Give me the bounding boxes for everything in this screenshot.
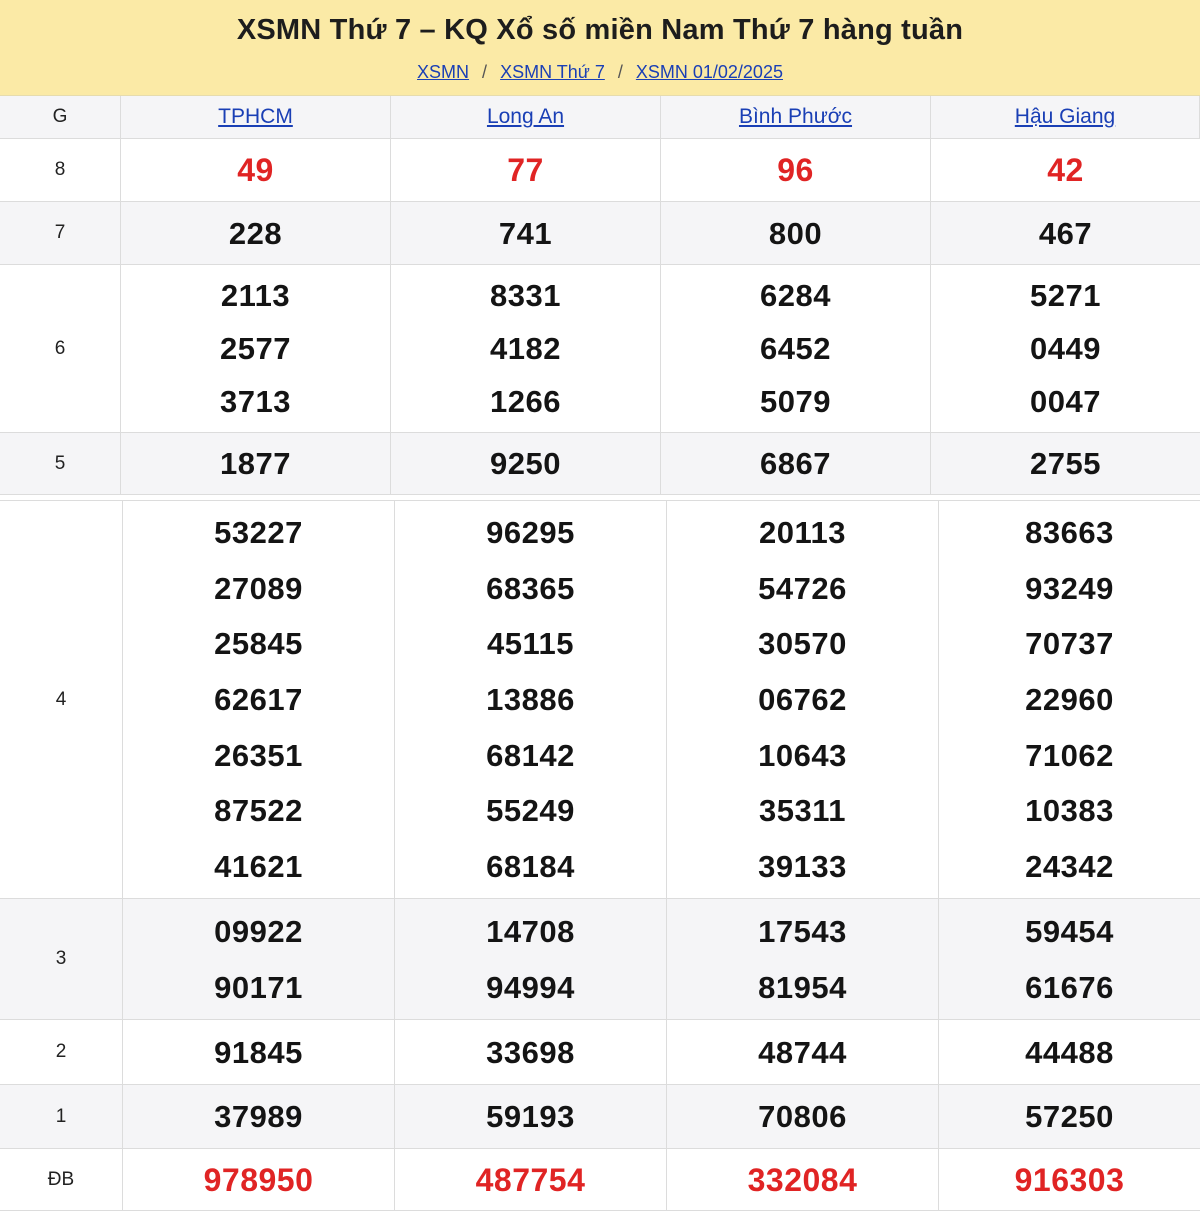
result-number: 68365 xyxy=(486,570,575,606)
result-number: 978950 xyxy=(203,1161,314,1198)
result-number: 59454 xyxy=(1025,913,1114,949)
result-number: 0449 xyxy=(1030,331,1101,366)
breadcrumb-xsmn-thu7-link[interactable]: XSMN Thứ 7 xyxy=(500,62,605,82)
result-number: 96295 xyxy=(486,514,575,550)
result-number: 24342 xyxy=(1025,849,1114,885)
table-divider xyxy=(0,495,1200,501)
result-number: 81954 xyxy=(758,969,847,1005)
result-cell xyxy=(931,202,1200,265)
result-cell xyxy=(391,139,661,202)
result-number: 2113 xyxy=(220,278,291,313)
result-number: 0047 xyxy=(1030,384,1101,419)
result-number: 8331 xyxy=(490,278,561,313)
result-cell xyxy=(123,1149,395,1211)
result-cell xyxy=(391,433,661,495)
result-number: 09922 xyxy=(214,913,303,949)
province-link[interactable]: Bình Phước xyxy=(738,105,853,128)
result-cell xyxy=(123,1085,395,1149)
result-cell xyxy=(395,501,667,899)
result-number: 87522 xyxy=(214,793,303,829)
result-number: 48744 xyxy=(758,1034,847,1070)
province-link[interactable]: Long An xyxy=(486,105,565,128)
result-cell xyxy=(121,265,391,433)
breadcrumb-separator: / xyxy=(482,62,488,82)
result-cell xyxy=(395,1149,667,1211)
result-cell xyxy=(931,265,1200,433)
column-header-province xyxy=(661,96,931,139)
prize-label: 5 xyxy=(0,433,121,495)
column-header-province xyxy=(931,96,1200,139)
result-number: 9250 xyxy=(490,446,561,481)
page-title: XSMN Thứ 7 – KQ Xổ số miền Nam Thứ 7 hàng tuần xyxy=(236,14,964,46)
result-cell xyxy=(661,139,931,202)
result-number: 4182 xyxy=(490,331,561,366)
result-number: 77 xyxy=(507,152,544,188)
result-number: 90171 xyxy=(214,969,303,1005)
prize-label: 4 xyxy=(0,501,123,899)
province-link[interactable]: TPHCM xyxy=(218,105,293,128)
result-number: 70806 xyxy=(758,1099,847,1134)
result-number: 13886 xyxy=(486,682,575,717)
result-number: 916303 xyxy=(1014,1161,1125,1198)
result-cell xyxy=(123,899,395,1020)
result-number: 487754 xyxy=(475,1161,586,1198)
result-number: 467 xyxy=(1038,215,1093,251)
result-number: 61676 xyxy=(1025,969,1114,1005)
breadcrumb-xsmn-date-link[interactable]: XSMN 01/02/2025 xyxy=(635,62,783,82)
column-header-province xyxy=(391,96,661,139)
result-number: 57250 xyxy=(1025,1099,1114,1134)
result-cell xyxy=(661,433,931,495)
result-number: 44488 xyxy=(1025,1034,1114,1070)
result-cell xyxy=(939,1020,1200,1085)
result-cell xyxy=(123,501,395,899)
breadcrumb xyxy=(0,62,1200,83)
result-number: 14708 xyxy=(486,913,575,949)
result-number: 332084 xyxy=(747,1161,858,1198)
result-cell xyxy=(931,139,1200,202)
result-number: 5079 xyxy=(760,384,831,419)
result-cell xyxy=(661,202,931,265)
result-number: 45115 xyxy=(487,626,574,662)
result-number: 6867 xyxy=(760,446,831,481)
result-number: 1877 xyxy=(220,446,291,481)
result-cell xyxy=(939,501,1200,899)
result-cell xyxy=(391,202,661,265)
result-number: 93249 xyxy=(1025,570,1114,606)
page-header xyxy=(0,0,1200,96)
result-number: 39133 xyxy=(758,849,847,885)
result-number: 70737 xyxy=(1025,626,1114,662)
result-number: 6452 xyxy=(760,331,831,366)
result-cell xyxy=(667,1020,939,1085)
result-number: 33698 xyxy=(486,1034,575,1070)
result-cell xyxy=(395,899,667,1020)
result-number: 17543 xyxy=(758,913,847,949)
result-cell xyxy=(939,1085,1200,1149)
result-number: 96 xyxy=(777,152,814,188)
result-number: 228 xyxy=(228,215,283,251)
result-cell xyxy=(391,265,661,433)
result-number: 71062 xyxy=(1025,737,1114,773)
result-cell xyxy=(121,202,391,265)
result-cell xyxy=(395,1020,667,1085)
result-number: 53227 xyxy=(214,514,303,550)
result-cell xyxy=(931,433,1200,495)
prize-label: 7 xyxy=(0,202,121,265)
result-number: 59193 xyxy=(486,1099,575,1134)
prize-label: 2 xyxy=(0,1020,123,1085)
result-cell xyxy=(121,139,391,202)
result-number: 94994 xyxy=(486,969,575,1005)
column-header-prize: G xyxy=(0,96,121,139)
result-number: 83663 xyxy=(1025,514,1114,550)
result-cell xyxy=(667,501,939,899)
result-number: 49 xyxy=(237,152,274,188)
result-number: 25845 xyxy=(214,626,303,662)
result-number: 37989 xyxy=(214,1099,303,1134)
result-cell xyxy=(121,433,391,495)
result-number: 55249 xyxy=(486,793,575,829)
result-cell xyxy=(939,1149,1200,1211)
result-number: 6284 xyxy=(760,278,831,313)
result-number: 741 xyxy=(498,215,553,251)
prize-label: 3 xyxy=(0,899,123,1020)
result-number: 42 xyxy=(1047,152,1084,188)
result-cell xyxy=(939,899,1200,1020)
result-number: 62617 xyxy=(214,682,303,717)
result-cell xyxy=(667,1149,939,1211)
result-number: 800 xyxy=(768,215,823,251)
result-number: 26351 xyxy=(214,737,303,773)
result-number: 68142 xyxy=(486,737,575,773)
prize-label: 8 xyxy=(0,139,121,202)
result-cell xyxy=(661,265,931,433)
result-number: 10383 xyxy=(1025,793,1114,829)
result-number: 10643 xyxy=(758,737,847,773)
result-cell xyxy=(395,1085,667,1149)
result-number: 68184 xyxy=(486,849,575,885)
result-number: 22960 xyxy=(1025,682,1114,717)
breadcrumb-separator: / xyxy=(617,62,623,82)
result-cell xyxy=(667,1085,939,1149)
result-cell xyxy=(123,1020,395,1085)
result-number: 35311 xyxy=(759,793,846,829)
breadcrumb-xsmn-link[interactable]: XSMN xyxy=(417,62,470,82)
prize-label: 6 xyxy=(0,265,121,433)
prize-label: 1 xyxy=(0,1085,123,1149)
result-number: 5271 xyxy=(1030,278,1101,313)
result-number: 27089 xyxy=(214,570,303,606)
result-number: 20113 xyxy=(759,514,846,550)
province-link[interactable]: Hậu Giang xyxy=(1014,105,1116,128)
result-number: 30570 xyxy=(758,626,847,662)
result-number: 54726 xyxy=(758,570,847,606)
result-number: 41621 xyxy=(214,849,303,885)
prize-label: ĐB xyxy=(0,1149,123,1211)
result-number: 1266 xyxy=(490,384,561,419)
column-header-province xyxy=(121,96,391,139)
result-cell xyxy=(667,899,939,1020)
result-number: 91845 xyxy=(214,1034,303,1070)
result-number: 06762 xyxy=(758,682,847,717)
result-number: 3713 xyxy=(220,384,291,419)
result-number: 2755 xyxy=(1030,446,1101,481)
result-number: 2577 xyxy=(220,331,291,366)
